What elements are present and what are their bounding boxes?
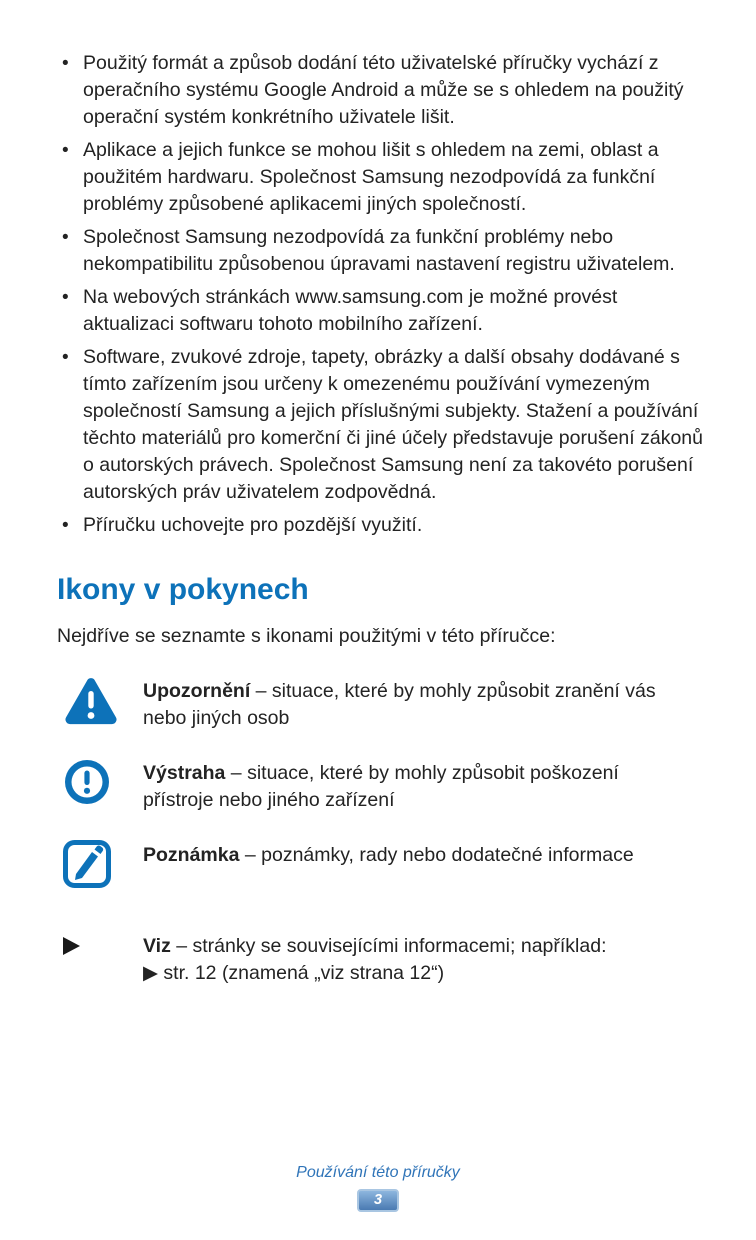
bullet-text: Použitý formát a způsob dodání této uživatelské příručky vychází z operačního systému Google Android a může se s ohledem na použitý operační systém konkrétního uživatele lišit. (83, 52, 684, 128)
icon-term: Výstraha (143, 762, 226, 784)
bullet-dot: • (62, 227, 69, 248)
bullet-dot: • (62, 347, 69, 368)
icon-legend-item (57, 931, 704, 987)
section-heading: Ikony v pokynech (57, 573, 309, 606)
icon-desc: – situace, které by mohly způsobit zranění vás nebo jiných osob (143, 680, 656, 729)
icon-legend-text (143, 676, 688, 732)
icon-legend-item (57, 840, 704, 893)
page-footer (0, 1164, 756, 1212)
icon-legend-text (143, 758, 688, 814)
page-number-badge: 3 (357, 1189, 399, 1212)
icon-legend-item (57, 758, 704, 814)
icon-legend-text (143, 840, 634, 869)
icon-term: Upozornění (143, 680, 251, 702)
warning-triangle-icon (57, 676, 143, 731)
intro-text: Nejdříve se seznamte s ikonami použitými v této příručce: (57, 625, 556, 647)
bullet-item (57, 512, 703, 539)
bullet-dot: • (62, 53, 69, 74)
footer-chapter-title: Používání této příručky (296, 1164, 460, 1181)
bullet-text: Společnost Samsung nezodpovídá za funkční problémy nebo nekompatibilitu způsobenou úpravami nastavení registru uživatelem. (83, 226, 675, 275)
bullet-text: Aplikace a jejich funkce se mohou lišit s ohledem na zemi, oblast a použitém hardwaru. Společnost Samsung nezodpovídá za funkční problémy způsobené aplikacemi jiných společností. (83, 139, 659, 215)
bullet-item (57, 344, 703, 506)
icon-term: Poznámka (143, 844, 240, 866)
see-arrow-icon (57, 931, 143, 955)
note-icon (57, 840, 143, 893)
icon-desc: – poznámky, rady nebo dodatečné informace (239, 844, 634, 866)
bullet-list (57, 50, 704, 539)
bullet-dot: • (62, 140, 69, 161)
bullet-item (57, 50, 703, 131)
caution-circle-icon (57, 758, 143, 811)
icon-desc-example: ▶ str. 12 (znamená „viz strana 12“) (143, 962, 445, 984)
icon-desc: – stránky se souvisejícími informacemi; například: (170, 935, 607, 957)
bullet-item (57, 137, 703, 218)
bullet-item (57, 224, 703, 278)
icon-term: Viz (143, 935, 171, 957)
icon-legend-item (57, 676, 704, 732)
bullet-dot: • (62, 515, 69, 536)
bullet-text: Software, zvukové zdroje, tapety, obrázky a další obsahy dodávané s tímto zařízením jsou určeny k omezenému používání vymezeným společností Samsung a jejich příslušnými subjekty. Stažení a používání těchto materiálů pro komerční či jiné účely představuje porušení zákonů o autorských právech. Společnost Samsung není za takovéto porušení autorských práv uživatelem zodpovědná. (83, 346, 703, 503)
bullet-text: Na webových stránkách www.samsung.com je možné provést aktualizaci softwaru tohoto mobilního zařízení. (83, 286, 618, 335)
icon-desc: – situace, které by mohly způsobit poškození přístroje nebo jiného zařízení (143, 762, 619, 811)
bullet-text: Příručku uchovejte pro pozdější využití. (83, 514, 423, 536)
bullet-dot: • (62, 287, 69, 308)
icon-legend-text (143, 931, 606, 987)
bullet-item (57, 284, 703, 338)
